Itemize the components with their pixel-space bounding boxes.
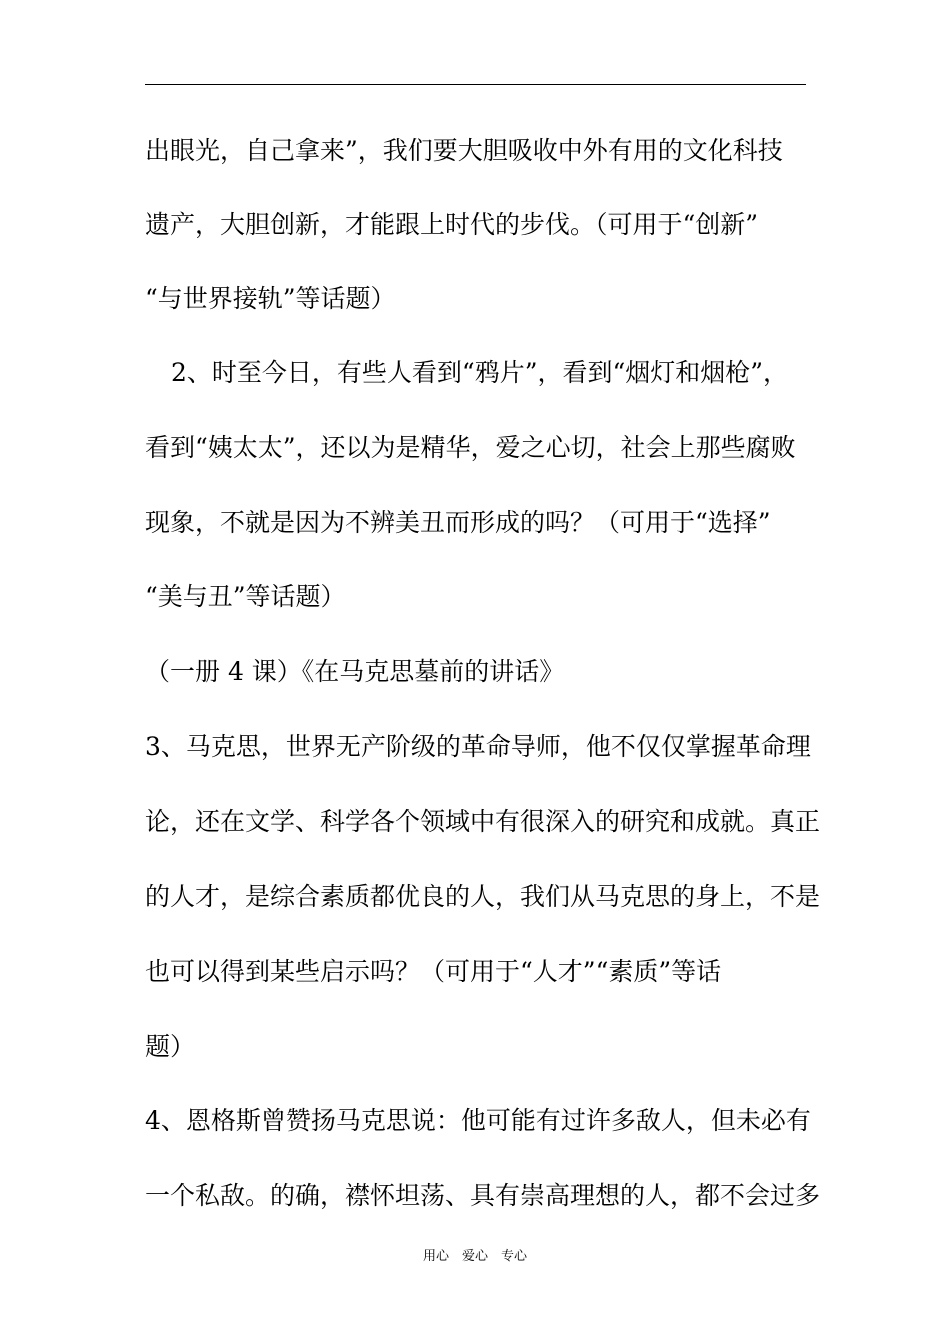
page-footer: 用心 爱心 专心 xyxy=(422,1249,527,1264)
text-line: 一个私敌。的确，襟怀坦荡、具有崇高理想的人，都不会过多 xyxy=(145,1181,821,1210)
text-line: 看到“姨太太”，还以为是精华，爱之心切，社会上那些腐败 xyxy=(145,433,796,462)
text-line: 4、恩格斯曾赞扬马克思说：他可能有过许多敌人，但未必有 xyxy=(145,1106,811,1135)
text-line: 的人才，是综合素质都优良的人，我们从马克思的身上，不是 xyxy=(145,882,821,911)
text-line: 出眼光，自己拿来”，我们要大胆吸收中外有用的文化科技 xyxy=(145,136,783,165)
text-line: 题） xyxy=(145,1032,196,1061)
header-rule xyxy=(145,84,806,85)
text-line: “与世界接轨”等话题） xyxy=(145,284,396,313)
text-line: 现象，不就是因为不辨美丑而形成的吗？（可用于“选择” xyxy=(145,508,771,537)
text-line: 论，还在文学、科学各个领域中有很深入的研究和成就。真正 xyxy=(145,807,821,836)
text-line: 也可以得到某些启示吗？（可用于“人才”“素质”等话 xyxy=(145,957,722,986)
text-line: “美与丑”等话题） xyxy=(145,582,346,611)
section-heading: （一册 4 课）《在马克思墓前的讲话》 xyxy=(145,657,565,686)
text-line: 遗产，大胆创新，才能跟上时代的步伐。（可用于“创新” xyxy=(145,210,759,239)
text-line: 3、马克思，世界无产阶级的革命导师，他不仅仅掌握革命理 xyxy=(145,732,811,761)
text-line: 2、时至今日，有些人看到“鸦片”，看到“烟灯和烟枪”， xyxy=(171,358,789,387)
